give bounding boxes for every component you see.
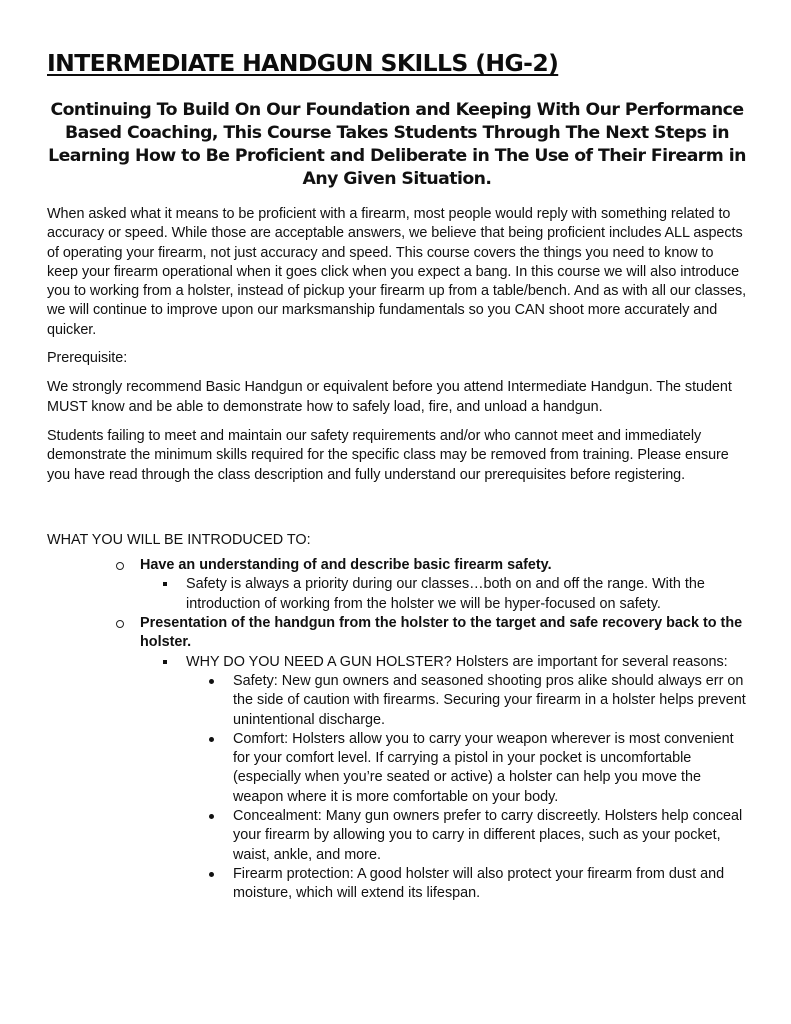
filled-dot-bullet-icon bbox=[209, 737, 214, 742]
prerequisite-text: We strongly recommend Basic Handgun or equivalent before you attend Intermediate Handgun. The student MUST know and be able to demonstrate how to safely load, fire, and unload a handgun. bbox=[47, 379, 732, 415]
square-bullet-icon bbox=[163, 660, 167, 664]
course-subtitle: Continuing To Build On Our Foundation and Keeping With Our Performance Based Coaching, This Course Takes Students Through The Next Steps in Learning How to Be Proficient and Deliberate in The Use of Their Firearm in Any Given Situation. bbox=[48, 100, 746, 189]
prerequisite-label: Prerequisite: bbox=[47, 350, 128, 367]
hollow-circle-bullet-icon bbox=[116, 562, 124, 570]
reason-item bbox=[186, 730, 747, 807]
reason-item bbox=[186, 807, 747, 865]
hollow-circle-bullet-icon bbox=[116, 620, 124, 628]
topic-item bbox=[47, 556, 747, 614]
topic-subitems bbox=[140, 575, 747, 614]
reason-item bbox=[186, 672, 747, 730]
course-title: INTERMEDIATE HANDGUN SKILLS (HG-2) bbox=[47, 49, 559, 77]
filled-dot-bullet-icon bbox=[209, 814, 214, 819]
reason-text: Concealment: Many gun owners prefer to carry discreetly. Holsters help conceal your firearm by allowing you to carry in different places, such as your pocket, waist, ankle, and more. bbox=[233, 808, 743, 863]
intro-paragraph: When asked what it means to be proficient with a firearm, most people would reply with something related to accuracy or speed. While those are acceptable answers, we believe that being proficient includes ALL aspects of operating your firearm, not just accuracy and speed. This course covers the things you need to know to keep your firearm operational when it goes click when you expect a bang. In this course we will also introduce you to working from a holster, instead of pickup your firearm up from a table/bench. And as with all our classes, we will continue to improve upon our marksmanship fundamentals so you CAN shoot more accurately and quicker. bbox=[47, 206, 747, 338]
square-bullet-icon bbox=[163, 582, 167, 586]
reason-item bbox=[186, 865, 747, 904]
reason-text: Firearm protection: A good holster will also protect your firearm from dust and moisture, which will extend its lifespan. bbox=[233, 865, 725, 902]
sub-item bbox=[140, 653, 747, 904]
filled-dot-bullet-icon bbox=[209, 679, 214, 684]
sub-item bbox=[140, 575, 747, 614]
reason-text: Comfort: Holsters allow you to carry your weapon wherever is most convenient for your comfort level. If carrying a pistol in your pocket is uncomfortable (especially when you’re seated or active) a holster can help you move the weapon where it is more comfortable on your body. bbox=[233, 730, 734, 805]
document-page bbox=[47, 46, 747, 904]
sub-item-text: WHY DO YOU NEED A GUN HOLSTER? Holsters are important for several reasons: bbox=[186, 653, 728, 670]
reason-list bbox=[186, 672, 747, 904]
reason-text: Safety: New gun owners and seasoned shooting pros alike should always err on the side of caution with firearms. Securing your firearm in a holster helps prevent unintentional discharge. bbox=[233, 672, 746, 728]
topic-heading: Presentation of the handgun from the holster to the target and safe recovery back to the holster. bbox=[140, 615, 743, 651]
topic-list bbox=[47, 556, 747, 903]
topic-item bbox=[47, 614, 747, 903]
topic-subitems bbox=[140, 653, 747, 904]
sub-item-text: Safety is always a priority during our classes…both on and off the range. With the introduction of working from the holster we will be hyper-focused on safety. bbox=[186, 576, 705, 612]
policy-paragraph: Students failing to meet and maintain our safety requirements and/or who cannot meet and immediately demonstrate the minimum skills required for the specific class may be removed from training. Please ensure you have read through the class description and fully understand our prerequisites before registering. bbox=[47, 427, 729, 483]
filled-dot-bullet-icon bbox=[209, 872, 214, 877]
section-heading: WHAT YOU WILL BE INTRODUCED TO: bbox=[47, 531, 311, 548]
topic-heading: Have an understanding of and describe basic firearm safety. bbox=[140, 557, 552, 574]
